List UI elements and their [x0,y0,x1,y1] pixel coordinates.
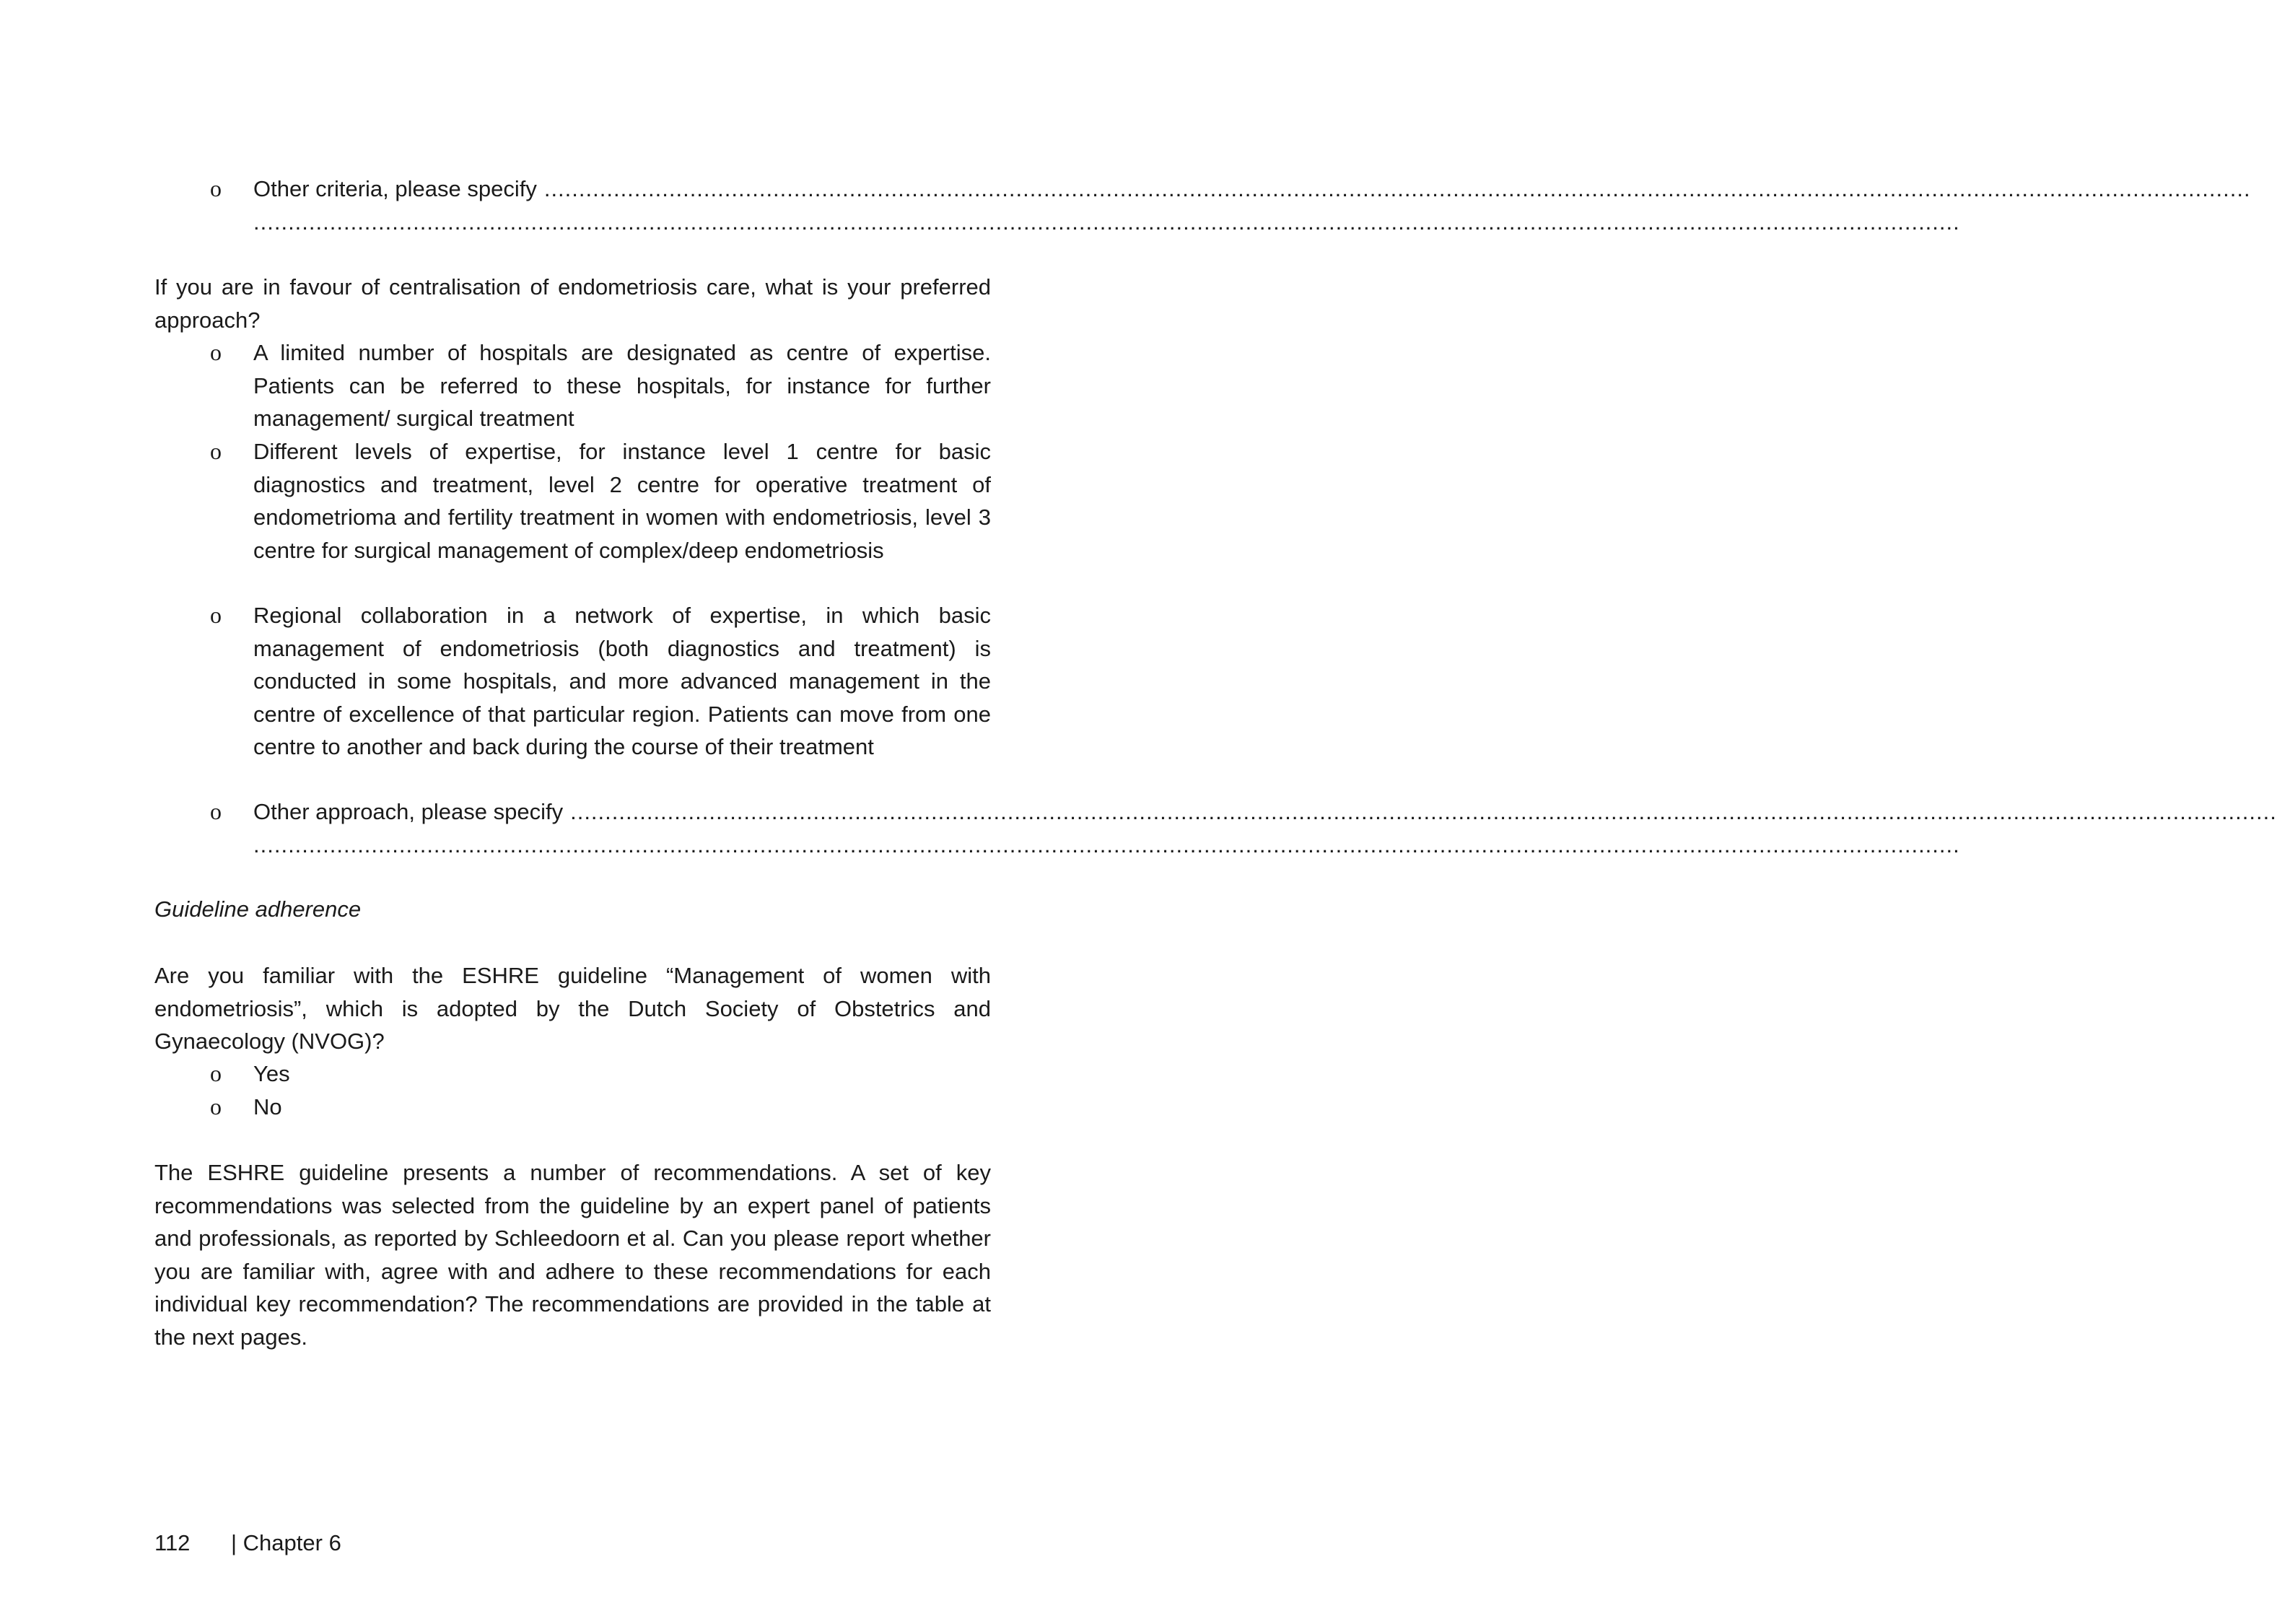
option-label: A limited number of hospitals are designated as centre of expertise. Patients can be referred to these hospitals, for instance for further management/ surgical treatment [253,340,991,431]
option-other-criteria[interactable] [154,173,2251,238]
bullet-icon: o [210,339,222,365]
page-number: 112 [154,1530,191,1555]
fill-line: ...................................................................................................................................................................................................................................................... [543,176,2251,201]
bullet-icon: o [210,1060,222,1086]
option-limited-hospitals[interactable] [154,336,991,435]
section-heading: Guideline adherence [154,896,362,922]
option-no[interactable] [154,1091,991,1124]
bullet-icon: o [210,602,222,628]
fill-line: ...................................................................................................................................................................................................................................................... [253,831,1960,857]
question-familiar: Are you familiar with the ESHRE guideline “Management of women with endometriosis”, which is adopted by the Dutch Society of Obstetrics and Gynaecology (NVOG)? [154,963,991,1054]
bullet-icon: o [210,1093,222,1119]
option-label: Yes [253,1061,290,1086]
chapter-label: | Chapter 6 [231,1530,341,1555]
option-levels-of-expertise[interactable] [154,435,991,567]
fill-line: ...................................................................................................................................................................................................................................................... [570,799,2277,824]
fill-line: ...................................................................................................................................................................................................................................................... [253,209,1960,235]
question-centralisation: If you are in favour of centralisation of endometriosis care, what is your preferred approach? [154,274,991,333]
option-label: Other approach, please specify [253,799,564,824]
option-regional-collaboration[interactable] [154,599,991,764]
bullet-icon: o [210,175,222,201]
option-label: Other criteria, please specify [253,176,537,201]
option-label: No [253,1094,282,1119]
option-yes[interactable] [154,1057,991,1091]
option-label: Regional collaboration in a network of expertise, in which basic management of endometriosis (both diagnostics and treatment) is conducted in some hospitals, and more advanced management in the centre of excellence of that particular region. Patients can move from one centre to another and back during the course of their treatment [253,603,991,759]
option-other-approach[interactable] [154,795,2277,861]
page-footer [154,1527,341,1560]
closing-paragraph: The ESHRE guideline presents a number of recommendations. A set of key recommendations was selected from the guideline by an expert panel of patients and professionals, as reported by Schleedoorn et al. Can you please report whether you are familiar with, agree with and adhere to these recommendations for each individual key recommendation? The recommendations are provided in the table at the next pages. [154,1160,991,1350]
bullet-icon: o [210,798,222,824]
bullet-icon: o [210,438,222,464]
option-label: Different levels of expertise, for instance level 1 centre for basic diagnostics and treatment, level 2 centre for operative treatment of endometrioma and fertility treatment in women with endometriosis, level 3 centre for surgical management of complex/deep endometriosis [253,439,991,563]
